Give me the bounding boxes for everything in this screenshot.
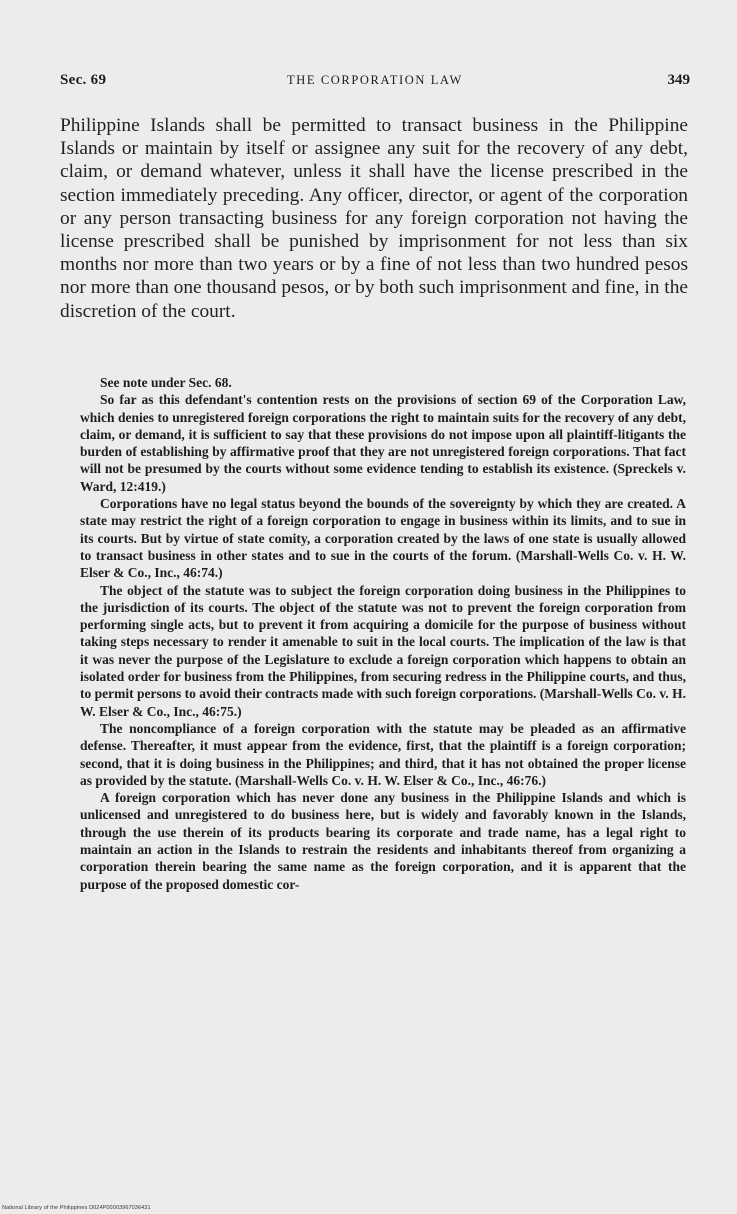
note-statute-object: The object of the statute was to subject the foreign corporation doing business in the Philippines to the jurisdiction of its courts. The object of the statute was not to prevent the foreign corporation from performing single acts, but to prevent it from acquiring a domicile for the purpose of business without taking steps necessary to render it amenable to suit in the local courts. The implication of the law is that it was never the purpose of the Legislature to exclude a foreign corporation which happens to obtain an isolated order for business from the Philippines, from securing redress in the Philippine courts, and thus, to permit persons to avoid their contracts made with such foreign corporations. (Marshall-Wells Co. v. H. W. Elser & Co., Inc., 46:75.) <box>80 582 686 719</box>
note-unlicensed-corporation: A foreign corporation which has never done any business in the Philippine Islands and which is unlicensed and unregistered to do business here, but is widely and favorably known in the Islands, through the use therein of its products bearing its corporate and trade name, has a legal right to maintain an action in the Islands to restrain the residents and inhabitants thereof from organizing a corporation therein bearing the same name as the foreign corporation, and it is apparent that the purpose of the proposed domestic cor- <box>80 790 686 892</box>
annotation-notes <box>80 374 686 893</box>
note-cross-reference: See note under Sec. 68. <box>100 375 232 390</box>
note-noncompliance: The noncompliance of a foreign corporation with the statute may be pleaded as an affirmative defense. Thereafter, it must appear from the evidence, first, that the plaintiff is a foreign corporation; second, that it is doing business in the Philippines; and third, that it has not obtained the proper license as provided by the statute. (Marshall-Wells Co. v. H. W. Elser & Co., Inc., 46:76.) <box>80 720 686 788</box>
statute-paragraph: Philippine Islands shall be permitted to transact business in the Philippine Islands or maintain by itself or assignee any suit for the recovery of any debt, claim, or demand whatever, unless it shall have the license prescribed in the section immediately preceding. Any officer, director, or agent of the corporation or any person transacting business for any foreign corporation not having the license prescribed shall be punished by imprisonment for not less than six months nor more than two years or by a fine of not less than two hundred pesos nor more than one thousand pesos, or by both such imprisonment and fine, in the discretion of the court. <box>60 115 688 322</box>
section-label: Sec. 69 <box>60 72 107 88</box>
page-title: THE CORPORATION LAW <box>287 73 463 87</box>
note-spreckels-v-ward: So far as this defendant's contention rests on the provisions of section 69 of the Corporation Law, which denies to unregistered foreign corporations the right to maintain suits for the recovery of any debt, claim, or demand, it is sufficient to say that these provisions do not impose upon all plaintiff-litigants the burden of establishing by affirmative proof that they are not unregistered foreign corporations. That fact will not be presumed by the courts without some evidence tending to establish its existence. (Spreckels v. Ward, 12:419.) <box>80 392 686 494</box>
running-header <box>60 72 690 96</box>
note-legal-status: Corporations have no legal status beyond the bounds of the sovereignty by which they are created. A state may restrict the right of a foreign corporation to engage in business within its limits, and to sue in its courts. But by virtue of state comity, a corporation created by the laws of one state is usually allowed to transact business in other states and to sue in the courts of the forum. (Marshall-Wells Co. v. H. W. Elser & Co., Inc., 46:74.) <box>80 496 686 581</box>
page-number: 349 <box>667 72 690 88</box>
scan-footer: National Library of the Philippines D024P00003967036431 <box>2 1205 151 1211</box>
